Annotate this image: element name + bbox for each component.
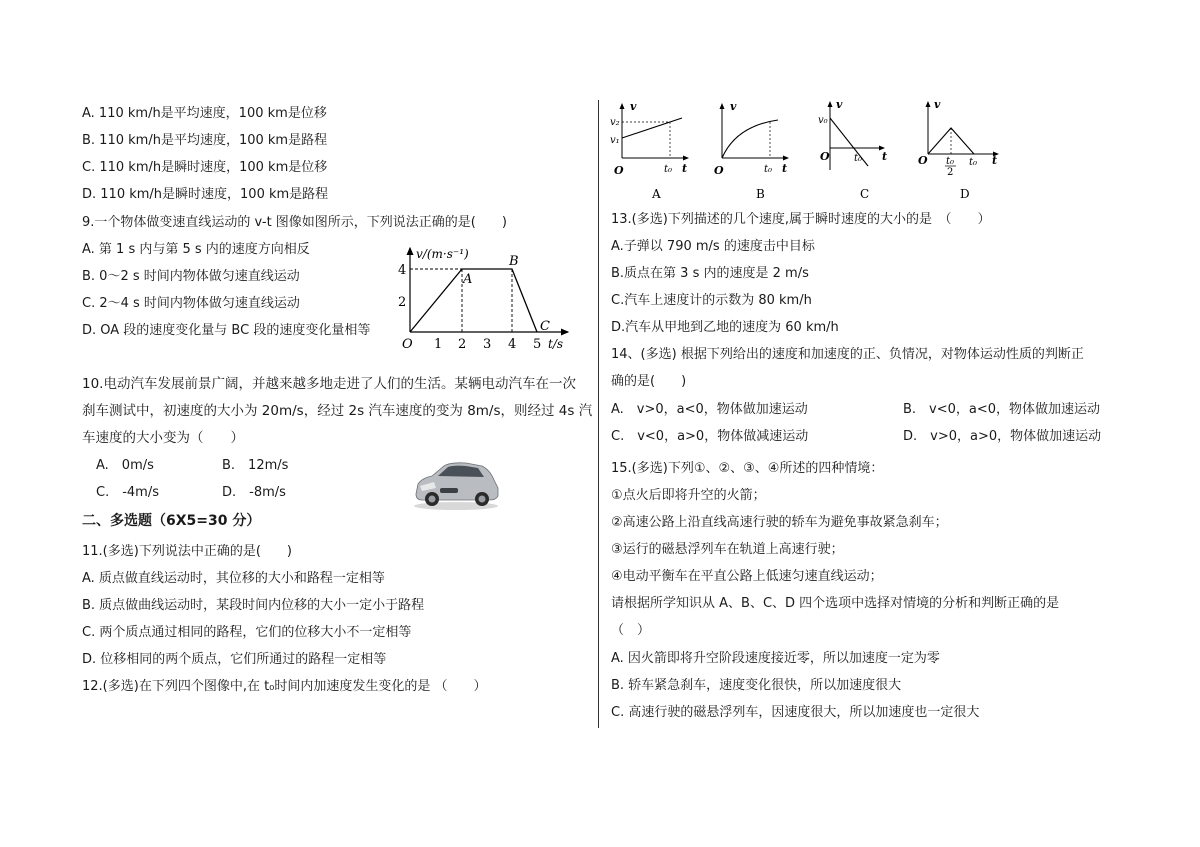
q15-option-b: B. 轿车紧急刹车，速度变化很快，所以加速度很大 <box>611 678 902 693</box>
svg-text:t: t <box>782 162 788 175</box>
point-b-label: B <box>509 254 519 269</box>
q14-option-d: D. v>0，a>0，物体做加速运动 <box>903 429 1102 444</box>
q15-option-c: C. 高速行驶的磁悬浮列车，因速度很大，所以加速度也一定很大 <box>611 705 980 720</box>
svg-text:v: v <box>934 98 941 111</box>
q8-option-a: A. 110 km/h是平均速度，100 km是位移 <box>82 106 327 121</box>
x-tick-2: 2 <box>458 337 467 352</box>
column-divider <box>598 100 599 728</box>
svg-text:t: t <box>992 154 998 167</box>
q14-option-c: C. v<0，a>0，物体做减速运动 <box>611 429 809 444</box>
graph-c-label: C <box>860 187 870 201</box>
graph-c <box>818 98 887 201</box>
svg-text:O: O <box>614 164 624 177</box>
q13-option-d: D.汽车从甲地到乙地的速度为 60 km/h <box>611 320 839 335</box>
q14-line-2: 确的是( ) <box>611 374 687 389</box>
graph-a <box>610 100 688 201</box>
graph-b <box>714 100 788 201</box>
svg-text:t₀: t₀ <box>854 153 863 164</box>
q8-option-d: D. 110 km/h是瞬时速度，100 km是路程 <box>82 187 329 202</box>
q9-option-c: C. 2～4 s 时间内物体做匀速直线运动 <box>82 296 300 311</box>
point-c-label: C <box>540 319 550 334</box>
x-tick-4: 4 <box>508 337 517 352</box>
section-2-title: 二、多选题（6X5=30 分） <box>82 513 261 529</box>
y-tick-4: 4 <box>398 263 407 278</box>
q12-stem: 12.(多选)在下列四个图像中,在 t₀时间内加速度发生变化的是 （ ） <box>82 679 487 694</box>
svg-text:t₀: t₀ <box>664 164 673 175</box>
q15-line-6: 请根据所学知识从 A、B、C、D 四个选项中选择对情境的分析和判断正确的是 <box>611 596 1060 611</box>
point-a-label: A <box>463 272 473 287</box>
q15-line-4: ③运行的磁悬浮列车在轨道上高速行驶； <box>611 542 844 557</box>
origin-label: O <box>402 337 413 352</box>
q9-option-a: A. 第 1 s 内与第 5 s 内的速度方向相反 <box>82 242 310 257</box>
q11-stem: 11.(多选)下列说法中正确的是( ) <box>82 544 292 559</box>
q15-line-7: （ ） <box>611 623 651 638</box>
q9-vt-graph <box>396 242 576 354</box>
x-axis-label: t/s <box>548 337 564 351</box>
q10-option-a: A. 0m/s <box>96 458 154 473</box>
q11-option-b: B. 质点做曲线运动时，某段时间内位移的大小一定小于路程 <box>82 598 425 613</box>
svg-text:v: v <box>836 98 843 111</box>
q13-option-c: C.汽车上速度计的示数为 80 km/h <box>611 293 812 308</box>
q10-line-3: 车速度的大小变为（ ） <box>82 430 244 446</box>
svg-text:v₀: v₀ <box>818 115 828 126</box>
q13-option-a: A.子弹以 790 m/s 的速度击中目标 <box>611 239 815 254</box>
x-tick-3: 3 <box>483 337 492 352</box>
svg-text:t₀: t₀ <box>969 157 978 168</box>
q10-option-d: D. -8m/s <box>222 485 286 500</box>
q12-graphs <box>606 98 1016 206</box>
q15-line-5: ④电动平衡车在平直公路上低速匀速直线运动； <box>611 569 883 584</box>
svg-text:v: v <box>730 100 737 113</box>
q10-option-b: B. 12m/s <box>222 458 289 473</box>
q15-line-3: ②高速公路上沿直线高速行驶的轿车为避免事故紧急刹车； <box>611 515 948 530</box>
svg-text:v: v <box>630 100 637 113</box>
q10-line-1: 10.电动汽车发展前景广阔，并越来越多地走进了人们的生活。某辆电动汽车在一次 <box>82 376 576 392</box>
svg-text:v₁: v₁ <box>610 135 620 146</box>
q15-option-a: A. 因火箭即将升空阶段速度接近零，所以加速度一定为零 <box>611 651 940 666</box>
q13-option-b: B.质点在第 3 s 内的速度是 2 m/s <box>611 266 809 281</box>
q10-line-2: 刹车测试中，初速度的大小为 20m/s，经过 2s 汽车速度的变为 8m/s，则经过 4s 汽 <box>82 403 593 419</box>
svg-text:2: 2 <box>947 167 954 178</box>
x-tick-1: 1 <box>434 337 443 352</box>
svg-text:t: t <box>682 162 688 175</box>
q9-option-b: B. 0～2 s 时间内物体做匀速直线运动 <box>82 269 300 284</box>
svg-text:t: t <box>882 150 888 163</box>
q9-stem: 9.一个物体做变速直线运动的 v-t 图像如图所示，下列说法正确的是( ) <box>82 215 507 230</box>
q10-option-c: C. -4m/s <box>96 485 159 500</box>
q8-option-c: C. 110 km/h是瞬时速度，100 km是位移 <box>82 160 328 175</box>
q14-line-1: 14、(多选) 根据下列给出的速度和加速度的正、负情况，对物体运动性质的判断正 <box>611 347 1084 362</box>
q15-line-1: 15.(多选)下列①、②、③、④所述的四种情境： <box>611 461 884 476</box>
q14-option-a: A. v>0，a<0，物体做加速运动 <box>611 402 808 417</box>
q11-option-c: C. 两个质点通过相同的路程，它们的位移大小不一定相等 <box>82 625 412 640</box>
svg-text:O: O <box>918 154 928 167</box>
y-axis-label: v/(m·s⁻¹) <box>416 247 469 261</box>
svg-text:O: O <box>820 150 830 163</box>
q15-line-2: ①点火后即将升空的火箭； <box>611 488 766 503</box>
q14-option-b: B. v<0，a<0，物体做加速运动 <box>903 402 1101 417</box>
q11-option-d: D. 位移相同的两个质点，它们所通过的路程一定相等 <box>82 652 387 667</box>
q9-option-d: D. OA 段的速度变化量与 BC 段的速度变化量相等 <box>82 323 371 338</box>
q11-option-a: A. 质点做直线运动时，其位移的大小和路程一定相等 <box>82 571 385 586</box>
q13-stem: 13.(多选)下列描述的几个速度,属于瞬时速度的大小的是 （ ） <box>611 212 991 227</box>
graph-d-label: D <box>960 187 970 201</box>
svg-text:t₀: t₀ <box>946 156 955 167</box>
graph-a-label: A <box>652 187 661 201</box>
graph-d <box>918 98 998 201</box>
x-tick-5: 5 <box>533 337 542 352</box>
svg-text:O: O <box>714 164 724 177</box>
q8-option-b: B. 110 km/h是平均速度，100 km是路程 <box>82 133 328 148</box>
svg-text:t₀: t₀ <box>764 164 773 175</box>
vt-line <box>410 269 537 332</box>
graph-b-label: B <box>756 187 765 201</box>
electric-car-image <box>410 458 502 512</box>
svg-text:v₂: v₂ <box>610 117 620 128</box>
y-tick-2: 2 <box>398 295 407 310</box>
